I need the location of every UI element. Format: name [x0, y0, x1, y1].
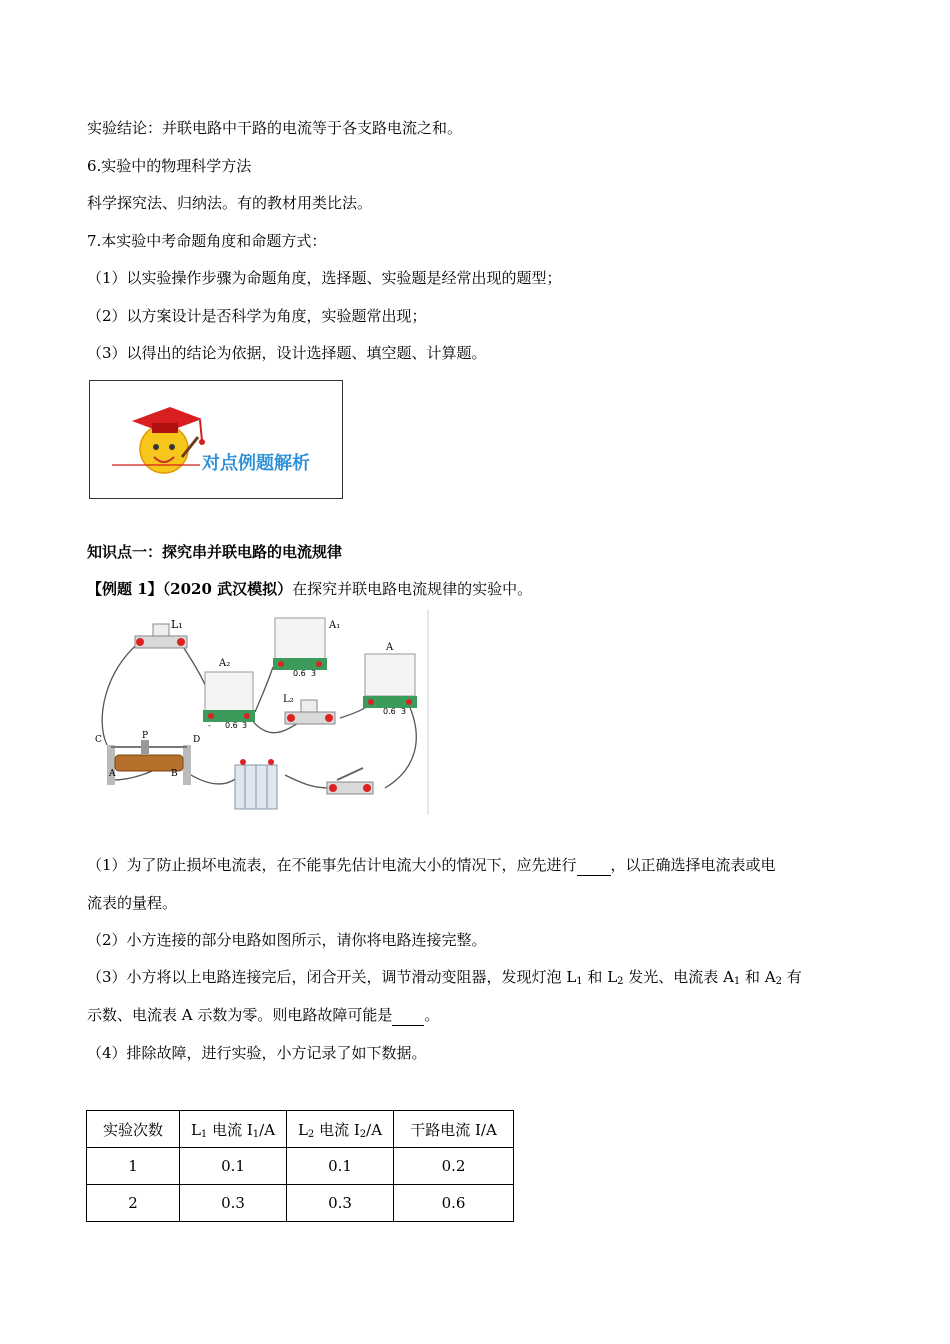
- data-table: [86, 1110, 514, 1222]
- table-cell: 0.3: [180, 1185, 287, 1222]
- table-cell: 0.1: [287, 1148, 394, 1185]
- example-label: 【例题 1】: [87, 580, 163, 598]
- label-b: B: [171, 769, 178, 779]
- ammeter-a: [363, 654, 417, 708]
- label-a-3: 3: [401, 707, 407, 716]
- question-2: （2）小方连接的部分电路如图所示，请你将电路连接完整。: [87, 931, 487, 949]
- switch: [327, 768, 373, 794]
- table-header-cell: 干路电流 I/A: [394, 1111, 514, 1148]
- question-1-line-1: （1）为了防止损坏电流表，在不能事先估计电流大小的情况下，应先进行 ，以正确选择电流表或电: [87, 856, 776, 874]
- conclusion-text: 实验结论：并联电路中干路的电流等于各支路电流之和。: [87, 119, 463, 137]
- table-cell: 2: [87, 1185, 180, 1222]
- label-a-06: 0.6: [383, 707, 396, 716]
- question-3-line-2: 示数、电流表 A 示数为零。则电路故障可能是 。: [87, 1006, 440, 1024]
- example-source: （2020 武汉模拟）: [162, 580, 293, 598]
- label-a2-06: 0.6: [225, 721, 238, 730]
- table-header-cell: 实验次数: [87, 1111, 180, 1148]
- label-l1: L₁: [171, 618, 183, 631]
- banner-title: 对点例题解析: [202, 453, 310, 474]
- table-cell: 0.3: [287, 1185, 394, 1222]
- knowledge-point-heading: 知识点一：探究串并联电路的电流规律: [87, 543, 343, 561]
- question-4: （4）排除故障，进行实验，小方记录了如下数据。: [87, 1044, 427, 1062]
- exam-item-3: （3）以得出的结论为依据，设计选择题、填空题、计算题。: [87, 344, 487, 362]
- exam-heading: 7.本实验中考命题角度和命题方式：: [87, 232, 327, 250]
- answer-blank-2: [392, 1005, 424, 1026]
- section-banner: [89, 380, 343, 499]
- label-a2-minus: -: [208, 721, 211, 730]
- label-a-point: A: [109, 769, 116, 779]
- table-cell: 0.2: [394, 1148, 514, 1185]
- methods-text: 科学探究法、归纳法。有的教材用类比法。: [87, 194, 373, 212]
- ammeter-a1: [273, 618, 327, 670]
- label-a: A: [386, 642, 394, 653]
- question-1-line-2: 流表的量程。: [87, 894, 178, 912]
- label-a2: A₂: [219, 658, 231, 669]
- label-d: D: [193, 735, 201, 745]
- table-cell: 0.6: [394, 1185, 514, 1222]
- rheostat: [107, 740, 191, 785]
- example-intro: 在探究并联电路电流规律的实验中。: [292, 580, 533, 598]
- exam-item-2: （2）以方案设计是否科学为角度，实验题常出现；: [87, 307, 427, 325]
- battery: [235, 759, 277, 809]
- example-heading: [87, 579, 532, 599]
- ammeter-a2: [203, 672, 255, 722]
- label-a1: A₁: [329, 620, 341, 631]
- table-header-cell: $L_1$ 电流 $I_1/A$: [180, 1111, 287, 1148]
- exam-item-1: （1）以实验操作步骤为命题角度，选择题、实验题是经常出现的题型；: [87, 269, 562, 287]
- table-row: [87, 1148, 514, 1185]
- label-l2: L₂: [283, 694, 294, 705]
- question-3-line-1: （3）小方将以上电路连接完后，闭合开关，调节滑动变阻器，发现灯泡 $L_1$ 和 $L_2$ 发光、电流表 $A_1$ 和 $A_2$ 有: [87, 968, 802, 987]
- label-p: P: [142, 731, 149, 741]
- table-header-cell: $L_2$ 电流 $I_2/A$: [287, 1111, 394, 1148]
- table-cell: 0.1: [180, 1148, 287, 1185]
- label-a1-3: 3: [311, 669, 317, 678]
- table-row: [87, 1185, 514, 1222]
- label-a2-3: 3: [242, 721, 248, 730]
- label-c: C: [95, 735, 102, 745]
- table-cell: 1: [87, 1148, 180, 1185]
- label-a1-06: 0.6: [293, 669, 306, 678]
- circuit-diagram: [95, 610, 435, 815]
- table-header-row: [87, 1111, 514, 1148]
- answer-blank-1: [577, 855, 611, 876]
- methods-heading: 6.实验中的物理科学方法: [87, 157, 252, 175]
